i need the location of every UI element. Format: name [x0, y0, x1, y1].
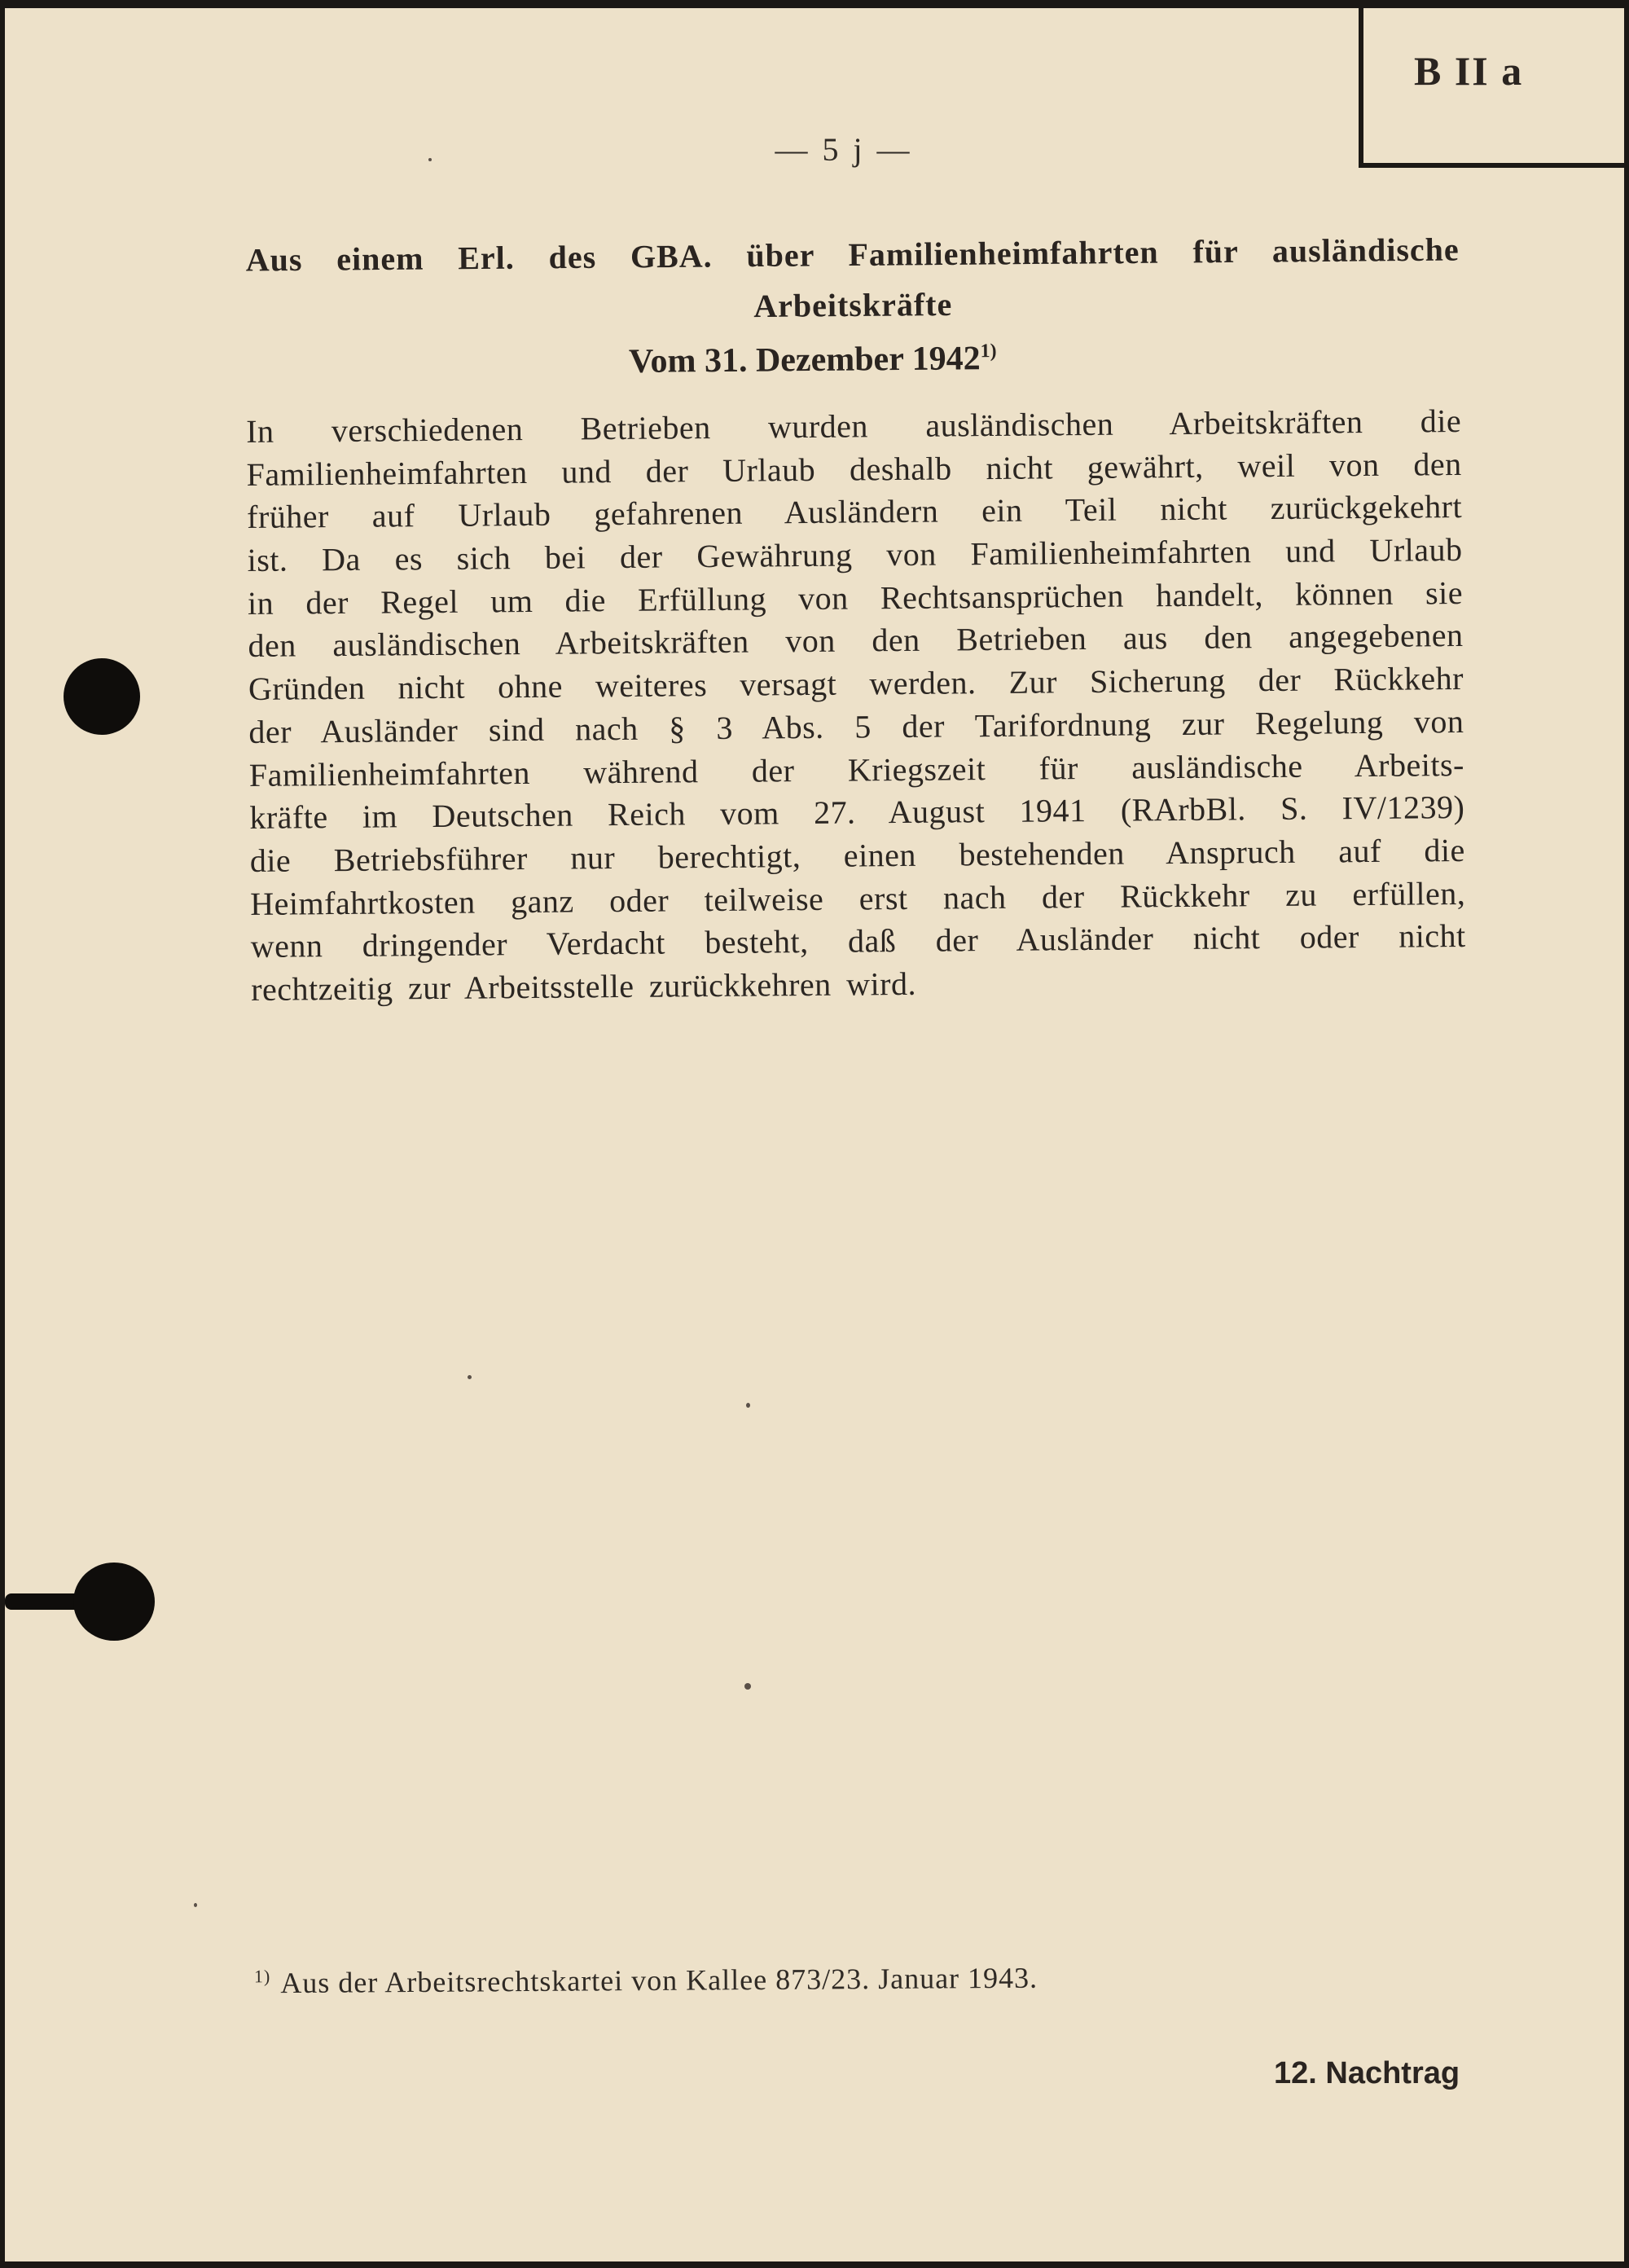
footnote-text: Aus der Arbeitsrechtskartei von Kallee 873/23. Januar 1943.	[280, 1961, 1038, 2000]
punch-hole	[73, 1563, 155, 1641]
body-paragraph	[246, 400, 1466, 1012]
body-line: Familienheimfahrten während der Kriegszeit für ausländische Arbeits-	[248, 745, 1465, 793]
punch-hole	[64, 658, 140, 735]
body-line: früher auf Urlaub gefahrenen Ausländern ein Teil nicht zurückgekehrt	[246, 488, 1463, 536]
document-title	[245, 225, 1460, 336]
supplement-label: 12. Nachtrag	[1274, 2056, 1460, 2090]
date-footnote-mark: 1)	[980, 341, 997, 363]
paper-speck	[428, 158, 432, 161]
footnote	[254, 1961, 1038, 2001]
title-line: Arbeitskräfte	[753, 285, 953, 325]
body-line: Familienheimfahrten und der Urlaub deshalb nicht gewährt, weil von den	[246, 445, 1462, 493]
body-line: In verschiedenen Betrieben wurden ausländischen Arbeitskräften die	[246, 402, 1462, 450]
body-line: den ausländischen Arbeitskräften von den Betrieben aus den angegebenen	[248, 617, 1464, 665]
section-label: B II a	[1414, 48, 1524, 94]
paper-speck	[194, 1903, 197, 1907]
document-date	[629, 339, 997, 381]
title-line: Aus einem Erl. des GBA. über Familienheimfahrten für ausländische	[245, 231, 1460, 279]
body-line: rechtzeitig zur Arbeitsstelle zurückkehren wird.	[251, 965, 917, 1008]
body-line: Gründen nicht ohne weiteres versagt werden. Zur Sicherung der Rückkehr	[248, 660, 1464, 708]
paper-speck	[744, 1683, 751, 1690]
body-line: ist. Da es sich bei der Gewährung von Familienheimfahrten und Urlaub	[247, 531, 1463, 579]
paper-speck	[468, 1375, 472, 1379]
body-line: wenn dringender Verdacht besteht, daß der Ausländer nicht oder nicht	[250, 917, 1466, 965]
paper-speck	[746, 1403, 750, 1408]
body-line: kräfte im Deutschen Reich vom 27. August 1941 (RArbBl. S. IV/1239)	[249, 789, 1465, 837]
page-number: — 5 j —	[775, 131, 913, 168]
section-box	[1359, 8, 1629, 168]
date-text: Vom 31. Dezember 1942	[628, 340, 981, 380]
body-line: in der Regel um die Erfüllung von Rechtsansprüchen handelt, können sie	[247, 574, 1464, 622]
body-line: die Betriebsführer nur berechtigt, einen bestehenden Anspruch auf die	[249, 831, 1465, 879]
footnote-mark: 1)	[253, 1966, 271, 1987]
body-line: der Ausländer sind nach § 3 Abs. 5 der Tarifordnung zur Regelung von	[248, 702, 1464, 750]
punch-hole-tear	[5, 1593, 83, 1610]
body-line: Heimfahrtkosten ganz oder teilweise erst nach der Rückkehr zu erfüllen,	[250, 874, 1466, 922]
